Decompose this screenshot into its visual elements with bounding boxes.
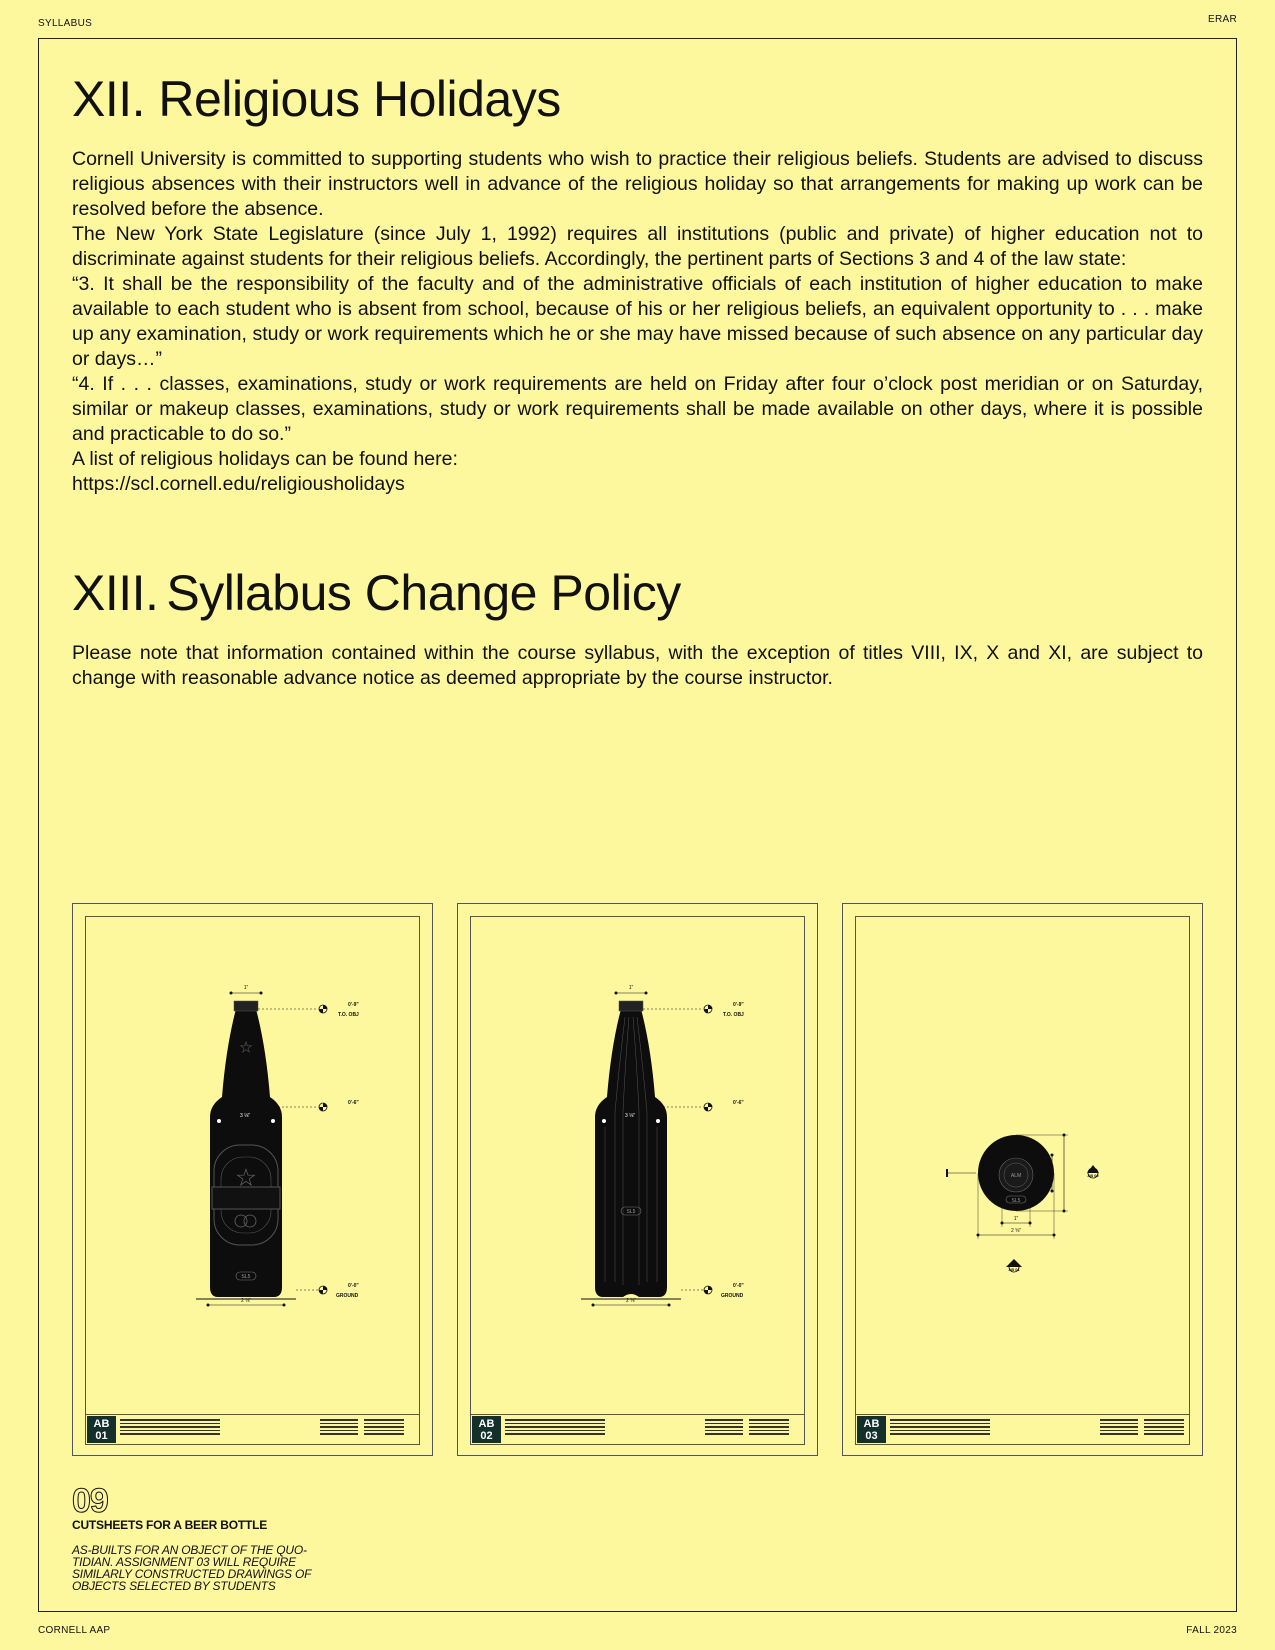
title-block-notes [505,1419,605,1439]
mid-elevation: 0'-6" [733,1100,744,1106]
plan-section-ref: AB 02 [1087,1173,1099,1178]
section-13-title-text: Syllabus Change Policy [166,565,681,621]
base-dimension: 2 ⅝" [240,1298,252,1304]
section-13-title [72,565,1203,621]
header-left: SYLLABUS [38,18,93,29]
cutsheet-ab03 [842,903,1203,1456]
volume-label: SL5 [241,1274,251,1280]
footer-right: FALL 2023 [1186,1625,1237,1636]
sheet-tag-number: 02 [480,1430,493,1442]
title-block-notes [890,1419,990,1439]
sheet-tag-series: AB [863,1418,880,1430]
ground-note: GROUND [336,1293,359,1299]
title-block-info [705,1419,743,1439]
base-dimension: 2 ⅝" [1010,1228,1022,1234]
cutsheet-border [85,916,420,1445]
label-dimension: 3 ⅛" [239,1113,251,1119]
title-block [856,1414,1189,1444]
section-13-number: XIII. [72,565,159,621]
svg-text:★: ★ [239,1040,253,1056]
section-13-body: Please note that information contained within the course syllabus, with the exception of titles VIII, IX, X and XI, are subject to change with reasonable advance notice as deemed appropriate by the course instructor. [72,642,1203,689]
bottle-side-elevation [471,917,806,1416]
sheet-tag-number: 01 [95,1430,108,1442]
section-12-title: XII. Religious Holidays [72,71,561,127]
title-block-info [1100,1419,1138,1439]
bottle-plan-view [856,917,1191,1416]
title-block-info [320,1419,358,1439]
title-block-notes [120,1419,220,1439]
title-block-info [364,1419,404,1439]
base-dimension: 2 ⅝" [625,1298,637,1304]
assignment-title: CUTSHEETS FOR A BEER BOTTLE [72,1518,268,1532]
bottle-front-elevation [86,917,421,1416]
cutsheet-border [855,916,1190,1445]
top-note: T.O. OBJ [723,1012,744,1018]
sheet-tag [87,1416,116,1443]
svg-text:★: ★ [236,1166,256,1191]
paragraph: Cornell University is committed to supporting students who wish to practice their religious beliefs. Students are advised to discuss religious absences with their instructors well in advance of the religious holiday so that arrangements for making up work can be resolved before the absence. [72,148,1203,220]
title-block [471,1414,804,1444]
brand-label: ALM [1010,1173,1022,1179]
ground-note: GROUND [721,1293,744,1299]
section-12-body [72,147,1203,497]
top-note: T.O. OBJ [338,1012,359,1018]
volume-label: SL5 [626,1209,636,1215]
holidays-link[interactable]: https://scl.cornell.edu/religiousholidays [72,473,405,495]
elevation-ref: AB 01 [1008,1267,1020,1272]
volume-label: SL5 [1011,1198,1021,1204]
cutsheet-border [470,916,805,1445]
mid-elevation: 0'-6" [348,1100,359,1106]
sheet-tag [472,1416,501,1443]
top-elevation: 0'-9" [348,1002,359,1008]
sheet-tag-series: AB [478,1418,495,1430]
footer-left: CORNELL AAP [38,1625,111,1636]
paragraph: The New York State Legislature (since July 1, 1992) requires all institutions (public and private) of higher education not to discriminate against students for their religious beliefs. Accordingly, the pertinent parts of Sections 3 and 4 of the law state: [72,223,1203,270]
header-right: ERAR [1208,14,1237,25]
assignment-description: AS-BUILTS FOR AN OBJECT OF THE QUO-TIDIAN. ASSIGNMENT 03 WILL REQUIRE SIMILARLY CONSTRUCTED DRAWINGS OF OBJECTS SELECTED BY STUDENTS [72,1543,312,1593]
ground-elevation: 0'-0" [348,1283,359,1289]
sheet-tag-number: 03 [865,1430,878,1442]
assignment-number: 09 [72,1482,108,1520]
title-block-info [749,1419,789,1439]
top-dimension: 1" [1013,1216,1019,1222]
paragraph: “3. It shall be the responsibility of the faculty and of the administrative officials of each institution of higher education to make available to each student who is absent from school, because of his or her religious beliefs, an equivalent opportunity to . . . make up any examination, study or work requirements which he or she may have missed because of such absence on any particular day or days…” [72,273,1203,370]
cutsheet-ab01 [72,903,433,1456]
title-block [86,1414,419,1444]
label-dimension: 3 ⅛" [624,1113,636,1119]
top-dimension: 1" [243,985,249,991]
top-dimension: 1" [628,985,634,991]
cutsheet-ab02 [457,903,818,1456]
sheet-tag [857,1416,886,1443]
paragraph: “4. If . . . classes, examinations, study or work requirements are held on Friday after four o’clock post meridian or on Saturday, similar or makeup classes, examinations, study or work requirements shall be made available on other days, where it is possible and practicable to do so.” [72,373,1203,445]
top-elevation: 0'-9" [733,1002,744,1008]
ground-elevation: 0'-0" [733,1283,744,1289]
title-block-info [1144,1419,1184,1439]
sheet-tag-series: AB [93,1418,110,1430]
paragraph: A list of religious holidays can be found here: [72,448,458,470]
